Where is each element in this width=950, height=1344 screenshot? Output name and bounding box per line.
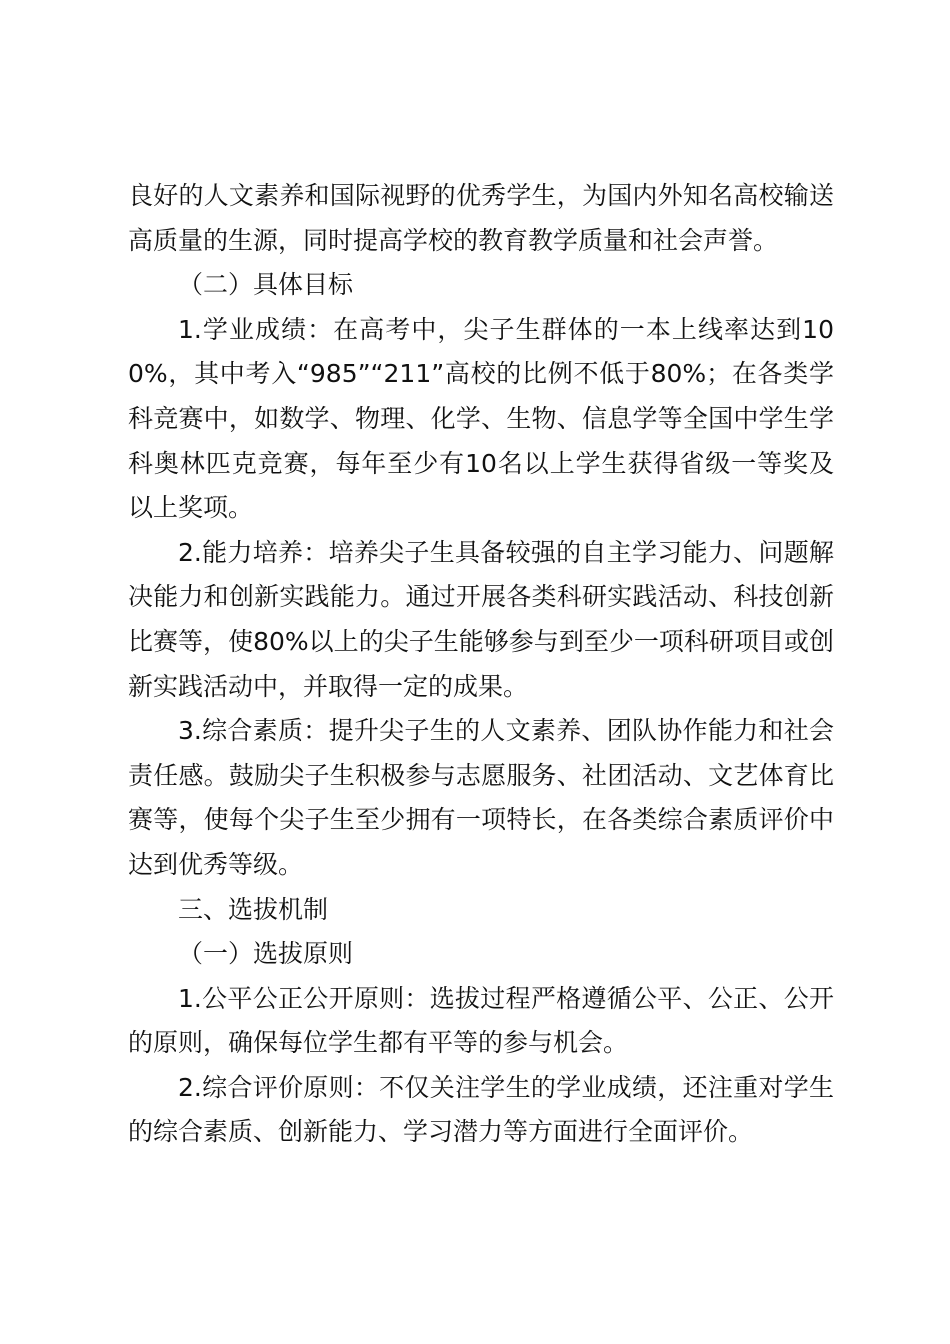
section-heading-specific-goals: （二）具体目标: [178, 270, 354, 300]
paragraph-ability-cultivation: 2.能力培养：培养尖子生具备较强的自主学习能力、问题解决能力和创新实践能力。通过开展各类科研实践活动、科技创新比赛等，使80%以上的尖子生能够参与到至少一项科研项目或创新实践活动中，并取得一定的成果。: [128, 537, 834, 701]
paragraph-continuation: 良好的人文素养和国际视野的优秀学生，为国内外知名高校输送高质量的生源，同时提高学校的教育教学质量和社会声誉。: [128, 181, 834, 255]
paragraph-fairness-principle: 1.公平公正公开原则：选拔过程严格遵循公平、公正、公开的原则，确保每位学生都有平等的参与机会。: [128, 983, 834, 1058]
section-heading-selection-mechanism: 三、选拔机制: [178, 894, 329, 924]
paragraph-comprehensive-quality: 3.综合素质：提升尖子生的人文素养、团队协作能力和社会责任感。鼓励尖子生积极参与志愿服务、社团活动、文艺体育比赛等，使每个尖子生至少拥有一项特长，在各类综合素质评价中达到优秀等级。: [128, 716, 834, 879]
section-heading-selection-principles: （一）选拔原则: [178, 939, 354, 969]
document-body: [128, 174, 834, 1155]
paragraph-academic-performance: 1.学业成绩：在高考中，尖子生群体的一本上线率达到100%，其中考入“985”“211”高校的比例不低于80%；在各类学科竞赛中，如数学、物理、化学、生物、信息学等全国中学生学科奥林匹克竞赛，每年至少有10名以上学生获得省级一等奖及以上奖项。: [128, 314, 834, 523]
paragraph-comprehensive-evaluation-principle: 2.综合评价原则：不仅关注学生的学业成绩，还注重对学生的综合素质、创新能力、学习潜力等方面进行全面评价。: [128, 1072, 834, 1147]
